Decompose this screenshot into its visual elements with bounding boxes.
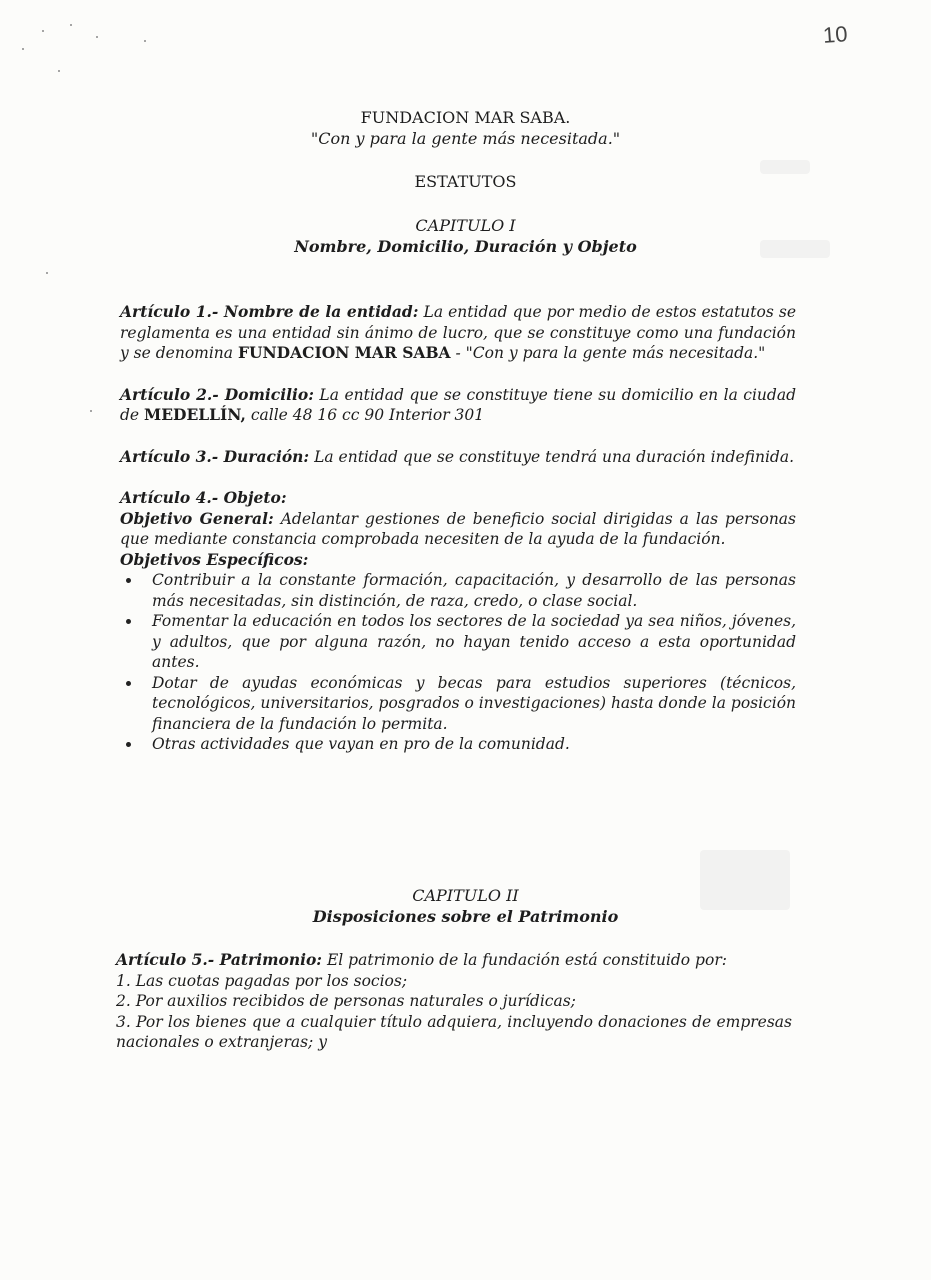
article4-specific-heading xyxy=(120,550,796,571)
article3 xyxy=(120,447,796,468)
article5 xyxy=(116,950,792,971)
chapter1-title: CAPITULO I xyxy=(415,216,516,235)
specific-objectives-label: Objetivos Específicos: xyxy=(120,549,309,569)
list-item-text: Contribuir a la constante formación, capacitación, y desarrollo de las personas más necesitadas, sin distinción, de raza, credo, o clase social. xyxy=(152,571,796,610)
scan-speck xyxy=(22,48,24,50)
chapter1-body xyxy=(120,302,796,755)
list-item xyxy=(120,570,796,611)
scan-speck xyxy=(96,36,98,38)
article1-entity-name: FUNDACION MAR SABA xyxy=(237,343,451,362)
list-item-text: Fomentar la educación en todos los sectores de la sociedad ya sea niños, jóvenes, y adultos, que por alguna razón, no hayan tenido acceso a esta oportunidad antes. xyxy=(152,612,796,671)
list-item: 2. Por auxilios recibidos de personas naturales o jurídicas; xyxy=(116,992,576,1010)
patrimony-list xyxy=(116,971,792,1053)
list-item: 1. Las cuotas pagadas por los socios; xyxy=(116,971,408,990)
chapter1-subtitle: Nombre, Domicilio, Duración y Objeto xyxy=(294,237,637,256)
chapter2-subtitle: Disposiciones sobre el Patrimonio xyxy=(312,907,619,926)
article1-text: La entidad que por medio de estos estatutos se reglamenta es una entidad sin ánimo de lucro, que se constituye como una fundación y se denomina xyxy=(120,303,796,362)
org-name: FUNDACION MAR SABA. xyxy=(360,108,571,127)
article4-heading xyxy=(120,488,796,509)
article1-tail: - "Con y para la gente más necesitada." xyxy=(450,344,766,362)
page-number: 10 xyxy=(821,21,848,48)
scan-speck xyxy=(144,40,146,42)
general-objective-text: Adelantar gestiones de beneficio social dirigidas a las personas que mediante constancia comprobada necesiten de la ayuda de la fundación. xyxy=(120,509,797,548)
chapter2-body xyxy=(116,950,792,1053)
document-title: ESTATUTOS xyxy=(414,172,517,191)
scan-speck xyxy=(90,410,92,412)
list-item xyxy=(120,673,796,735)
chapter2-title: CAPITULO II xyxy=(412,886,519,905)
article1-label: Artículo 1.- Nombre de la entidad: xyxy=(120,302,419,321)
article2-text: La entidad que se constituye tiene su domicilio en la ciudad de xyxy=(120,385,797,424)
scan-speck xyxy=(70,24,72,26)
list-item xyxy=(120,734,796,755)
article3-label: Artículo 3.- Duración: xyxy=(120,446,310,466)
article1 xyxy=(120,302,796,364)
article5-label: Artículo 5.- Patrimonio: xyxy=(116,950,323,969)
article2-tail: calle 48 16 cc 90 Interior 301 xyxy=(245,406,485,424)
list-item xyxy=(120,611,796,673)
bullet-icon xyxy=(126,578,131,583)
bullet-icon xyxy=(126,619,131,624)
bullet-icon xyxy=(126,681,131,686)
list-item-text: Dotar de ayudas económicas y becas para estudios superiores (técnicos, tecnológicos, universitarios, posgrados o investigaciones) hasta donde la posición financiera de la fundación lo permita. xyxy=(152,673,797,733)
list-item-text: Otras actividades que vayan en pro de la comunidad. xyxy=(152,735,570,753)
article2-label: Artículo 2.- Domicilio: xyxy=(120,384,314,404)
scan-speck xyxy=(42,30,44,32)
bullet-icon xyxy=(126,742,131,747)
scan-speck xyxy=(46,272,48,274)
article4-general-objective xyxy=(120,509,796,550)
list-item: 3. Por los bienes que a cualquier título adquiera, incluyendo donaciones de empresas nacionales o extranjeras; y xyxy=(116,1012,792,1051)
scan-speck xyxy=(58,70,60,72)
article2-city: MEDELLÍN, xyxy=(144,405,246,424)
article5-text: El patrimonio de la fundación está constituido por: xyxy=(322,951,727,969)
general-objective-label: Objetivo General: xyxy=(120,508,274,528)
specific-objectives-list xyxy=(120,570,796,755)
article2 xyxy=(120,385,796,426)
article3-text: La entidad que se constituye tendrá una duración indefinida. xyxy=(309,447,795,466)
org-slogan: "Con y para la gente más necesitada." xyxy=(310,129,621,148)
article4-label: Artículo 4.- Objeto: xyxy=(120,488,287,507)
